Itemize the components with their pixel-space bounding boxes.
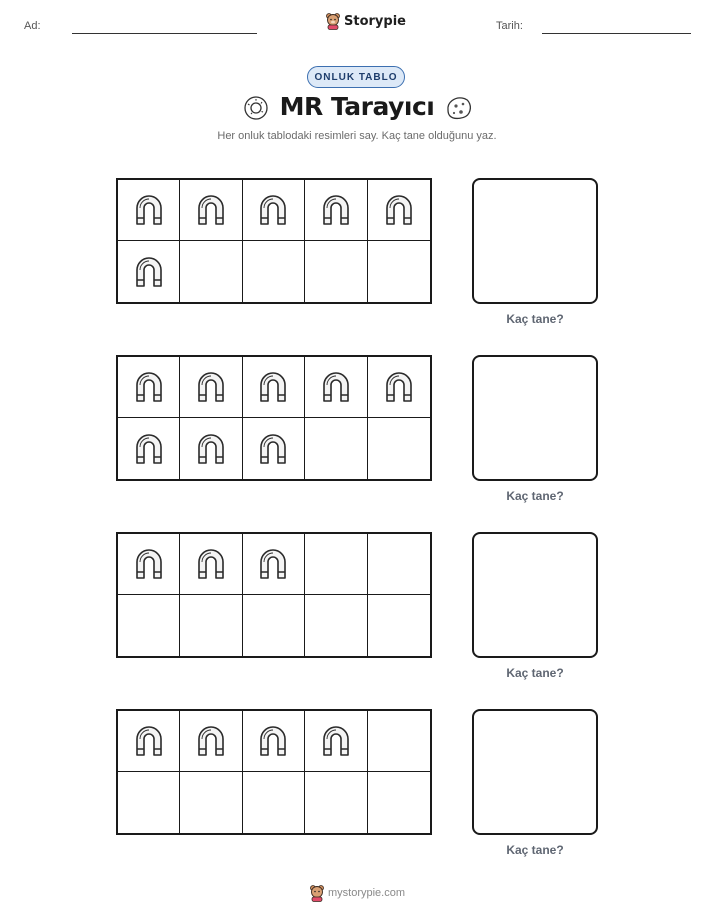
footer-url: mystorypie.com: [328, 887, 406, 899]
frame-cell: [305, 241, 367, 302]
frame-cell: [243, 357, 305, 418]
frame-cell: [243, 180, 305, 241]
frame-cell: [118, 357, 180, 418]
category-badge: ONLUK TABLO: [307, 66, 405, 88]
frame-cell: [305, 357, 367, 418]
instructions: Her onluk tablodaki resimleri say. Kaç tane olduğunu yaz.: [217, 130, 497, 142]
frame-cell: [368, 418, 430, 479]
ten-frame-2: [116, 355, 432, 481]
frame-cell: [180, 357, 242, 418]
date-label: Tarih:: [496, 20, 523, 32]
name-label: Ad:: [24, 20, 41, 32]
bear-mascot-icon: [325, 12, 341, 30]
answer-prompt-2: Kaç tane?: [506, 489, 564, 503]
answer-prompt-3: Kaç tane?: [506, 666, 564, 680]
frame-cell: [368, 534, 430, 595]
answer-box-3[interactable]: [472, 532, 598, 658]
frame-cell: [118, 595, 180, 656]
frame-cell: [180, 534, 242, 595]
ten-frame-3: [116, 532, 432, 658]
frame-cell: [368, 772, 430, 833]
magnet-icon: [253, 719, 293, 763]
answer-box-4[interactable]: [472, 709, 598, 835]
frame-cell: [368, 241, 430, 302]
magnet-icon: [316, 365, 356, 409]
frame-cell: [243, 711, 305, 772]
magnet-icon: [191, 188, 231, 232]
frame-cell: [368, 595, 430, 656]
bear-mascot-icon: [309, 884, 325, 902]
magnet-icon: [379, 365, 419, 409]
magnet-icon: [129, 365, 169, 409]
answer-box-2[interactable]: [472, 355, 598, 481]
frame-cell: [243, 241, 305, 302]
frame-cell: [243, 534, 305, 595]
cookie-icon: [444, 94, 474, 122]
frame-cell: [305, 595, 367, 656]
frame-cell: [180, 711, 242, 772]
magnet-icon: [253, 542, 293, 586]
frame-cell: [368, 357, 430, 418]
frame-cell: [305, 772, 367, 833]
magnet-icon: [379, 188, 419, 232]
frame-cell: [180, 418, 242, 479]
frame-cell: [368, 180, 430, 241]
frame-cell: [118, 180, 180, 241]
frame-cell: [305, 180, 367, 241]
page-title: MR Tarayıcı: [279, 92, 435, 121]
name-field[interactable]: [72, 33, 257, 34]
frame-cell: [305, 418, 367, 479]
frame-cell: [243, 595, 305, 656]
frame-cell: [180, 595, 242, 656]
date-field[interactable]: [542, 33, 691, 34]
frame-cell: [243, 418, 305, 479]
frame-cell: [368, 711, 430, 772]
answer-prompt-4: Kaç tane?: [506, 843, 564, 857]
magnet-icon: [253, 427, 293, 471]
frame-cell: [118, 534, 180, 595]
frame-cell: [305, 711, 367, 772]
logo-text: Storypie: [344, 13, 406, 29]
magnet-icon: [253, 365, 293, 409]
magnet-icon: [129, 188, 169, 232]
storypie-logo: [325, 12, 406, 30]
ten-frame-4: [116, 709, 432, 835]
magnet-icon: [191, 427, 231, 471]
frame-cell: [180, 241, 242, 302]
magnet-icon: [191, 719, 231, 763]
frame-cell: [118, 418, 180, 479]
magnet-icon: [129, 542, 169, 586]
frame-cell: [305, 534, 367, 595]
frame-cell: [118, 711, 180, 772]
frame-cell: [118, 772, 180, 833]
magnet-icon: [129, 250, 169, 294]
magnet-icon: [129, 719, 169, 763]
answer-prompt-1: Kaç tane?: [506, 312, 564, 326]
answer-box-1[interactable]: [472, 178, 598, 304]
magnet-icon: [191, 365, 231, 409]
magnet-icon: [129, 427, 169, 471]
magnet-icon: [253, 188, 293, 232]
frame-cell: [180, 772, 242, 833]
frame-cell: [180, 180, 242, 241]
frame-cell: [243, 772, 305, 833]
footer: [309, 884, 405, 902]
ten-frame-1: [116, 178, 432, 304]
magnet-icon: [316, 719, 356, 763]
magnet-icon: [316, 188, 356, 232]
frame-cell: [118, 241, 180, 302]
magnet-icon: [191, 542, 231, 586]
